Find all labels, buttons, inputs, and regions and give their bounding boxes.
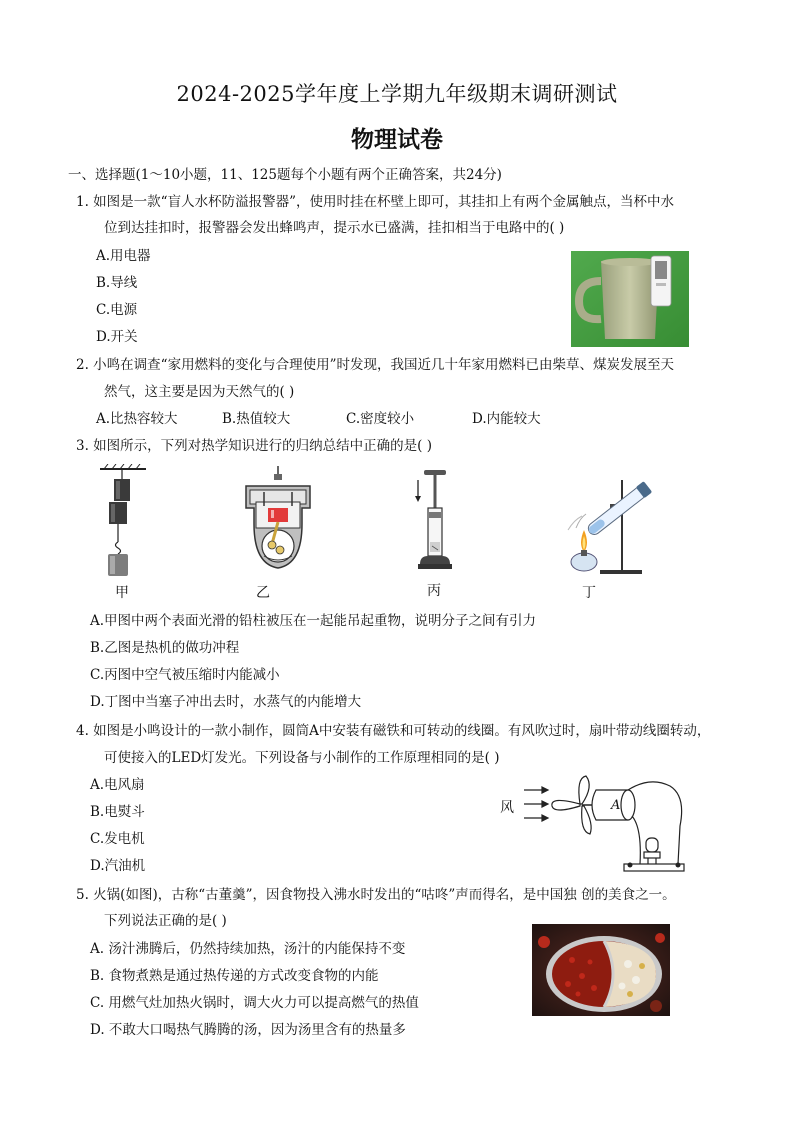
q5-option-a: A. 汤汁沸腾后，仍然持续加热，汤汁的内能保持不变 <box>90 941 406 957</box>
q2-option-d: D.内能较大 <box>472 411 541 427</box>
air-compression-figure <box>412 468 458 572</box>
q2-option-c: C.密度较小 <box>346 411 415 427</box>
q3-option-d: D.丁图中当塞子冲出去时，水蒸气的内能增大 <box>90 694 362 710</box>
heat-engine-figure <box>240 464 316 576</box>
q3-stem: 3. 如图所示，下列对热学知识进行的归纳总结中正确的是( ) <box>76 438 432 454</box>
q5-stem-line2: 下列说法正确的是( ) <box>104 913 227 929</box>
q3-option-b: B.乙图是热机的做功冲程 <box>90 640 240 656</box>
q4-option-a: A.电风扇 <box>90 777 145 793</box>
q2-option-b: B.热值较大 <box>222 411 291 427</box>
cup-alarm-photo <box>571 251 689 347</box>
q4-option-b: B.电熨斗 <box>90 804 145 820</box>
q5-option-c: C. 用燃气灶加热火锅时，调大火力可以提高燃气的热值 <box>90 995 419 1011</box>
wind-generator-figure <box>520 772 686 876</box>
fig-label-bing: 丙 <box>427 583 441 599</box>
q1-stem-line2: 位到达挂扣时，报警器会发出蜂鸣声，提示水已盛满，挂扣相当于电路中的( ) <box>104 220 565 236</box>
wind-label: 风 <box>500 800 514 816</box>
q3-option-a: A.甲图中两个表面光滑的铅柱被压在一起能吊起重物，说明分子之间有引力 <box>90 613 537 629</box>
section-heading: 一、选择题(1～10小题，11、125题每个小题有两个正确答案，共24分) <box>68 167 502 183</box>
q2-option-a: A.比热容较大 <box>96 411 178 427</box>
q3-option-c: C.丙图中空气被压缩时内能减小 <box>90 667 280 683</box>
cylinder-a-label: A <box>611 798 621 813</box>
q5-option-b: B. 食物煮熟是通过热传递的方式改变食物的内能 <box>90 968 379 984</box>
q4-option-c: C.发电机 <box>90 831 145 847</box>
q4-option-d: D.汽油机 <box>90 858 146 874</box>
exam-title: 2024-2025学年度上学期九年级期末调研测试 <box>176 82 618 106</box>
hotpot-photo <box>532 924 670 1016</box>
q1-option-c: C.电源 <box>96 302 138 318</box>
q4-stem-line1: 4. 如图是小鸣设计的一款小制作，圆筒A中安装有磁铁和可转动的线圈。有风吹过时，扇叶带动线圈转动， <box>76 723 711 739</box>
q1-option-d: D.开关 <box>96 329 138 345</box>
subject-title: 物理试卷 <box>351 126 443 153</box>
q4-stem-line2: 可使接入的LED灯发光。下列设备与小制作的工作原理相同的是( ) <box>104 750 500 766</box>
q5-stem-line1: 5. 火锅(如图)，古称“古董羹”，因食物投入沸水时发出的“咕咚”声而得名，是中国独 创的美食之一。 <box>76 887 676 903</box>
q1-option-b: B.导线 <box>96 275 138 291</box>
lead-cylinders-figure <box>96 464 152 582</box>
q2-stem-line2: 然气，这主要是因为天然气的( ) <box>104 384 295 400</box>
q5-option-d: D. 不敢大口喝热气腾腾的汤，因为汤里含有的热量多 <box>90 1022 406 1038</box>
fig-label-yi: 乙 <box>256 585 270 601</box>
fig-label-ding: 丁 <box>582 585 596 601</box>
q1-stem-line1: 1. 如图是一款“盲人水杯防溢报警器”，使用时挂在杯壁上即可，其挂扣上有两个金属触点，当杯中水 <box>76 194 674 210</box>
test-tube-heating-figure <box>560 470 664 578</box>
q1-option-a: A.用电器 <box>96 248 151 264</box>
fig-label-jia: 甲 <box>115 585 129 601</box>
q2-stem-line1: 2. 小鸣在调查“家用燃料的变化与合理使用”时发现，我国近几十年家用燃料已由柴草、煤炭发展至天 <box>76 357 674 373</box>
